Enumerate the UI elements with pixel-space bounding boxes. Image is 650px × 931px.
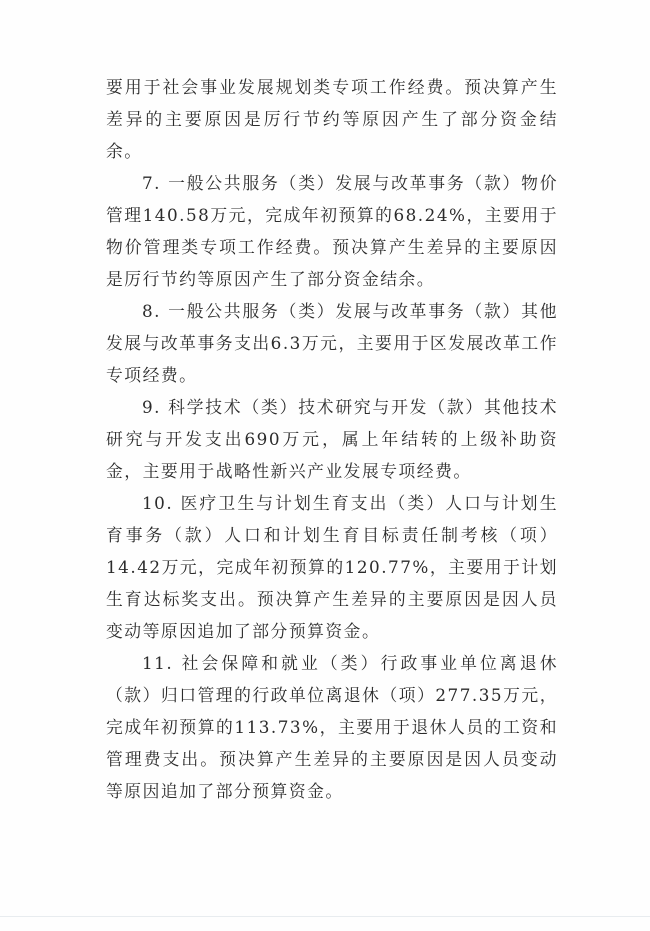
paragraph-continuation: 要用于社会事业发展规划类专项工作经费。预决算产生差异的主要原因是厉行节约等原因产生了部分资金结余。 [106,77,558,161]
page-bottom-edge [0,916,650,917]
document-body [106,71,558,807]
paragraph-item-8: 8. 一般公共服务（类）发展与改革事务（款）其他发展与改革事务支出6.3万元，主要用于区发展改革工作专项经费。 [106,301,558,385]
paragraph-item-10: 10. 医疗卫生与计划生育支出（类）人口与计划生育事务（款）人口和计划生育目标责任制考核（项）14.42万元，完成年初预算的120.77%，主要用于计划生育达标奖支出。预决算产生差异的主要原因是因人员变动等原因追加了部分预算资金。 [106,493,558,641]
paragraph-item-11: 11. 社会保障和就业（类）行政事业单位离退休（款）归口管理的行政单位离退休（项）277.35万元，完成年初预算的113.73%，主要用于退休人员的工资和管理费支出。预决算产生差异的主要原因是因人员变动等原因追加了部分预算资金。 [106,653,558,801]
paragraph-item-9: 9. 科学技术（类）技术研究与开发（款）其他技术研究与开发支出690万元，属上年结转的上级补助资金，主要用于战略性新兴产业发展专项经费。 [106,397,558,481]
paragraph-item-7: 7. 一般公共服务（类）发展与改革事务（款）物价管理140.58万元，完成年初预算的68.24%，主要用于物价管理类专项工作经费。预决算产生差异的主要原因是厉行节约等原因产生了部分资金结余。 [106,173,558,289]
